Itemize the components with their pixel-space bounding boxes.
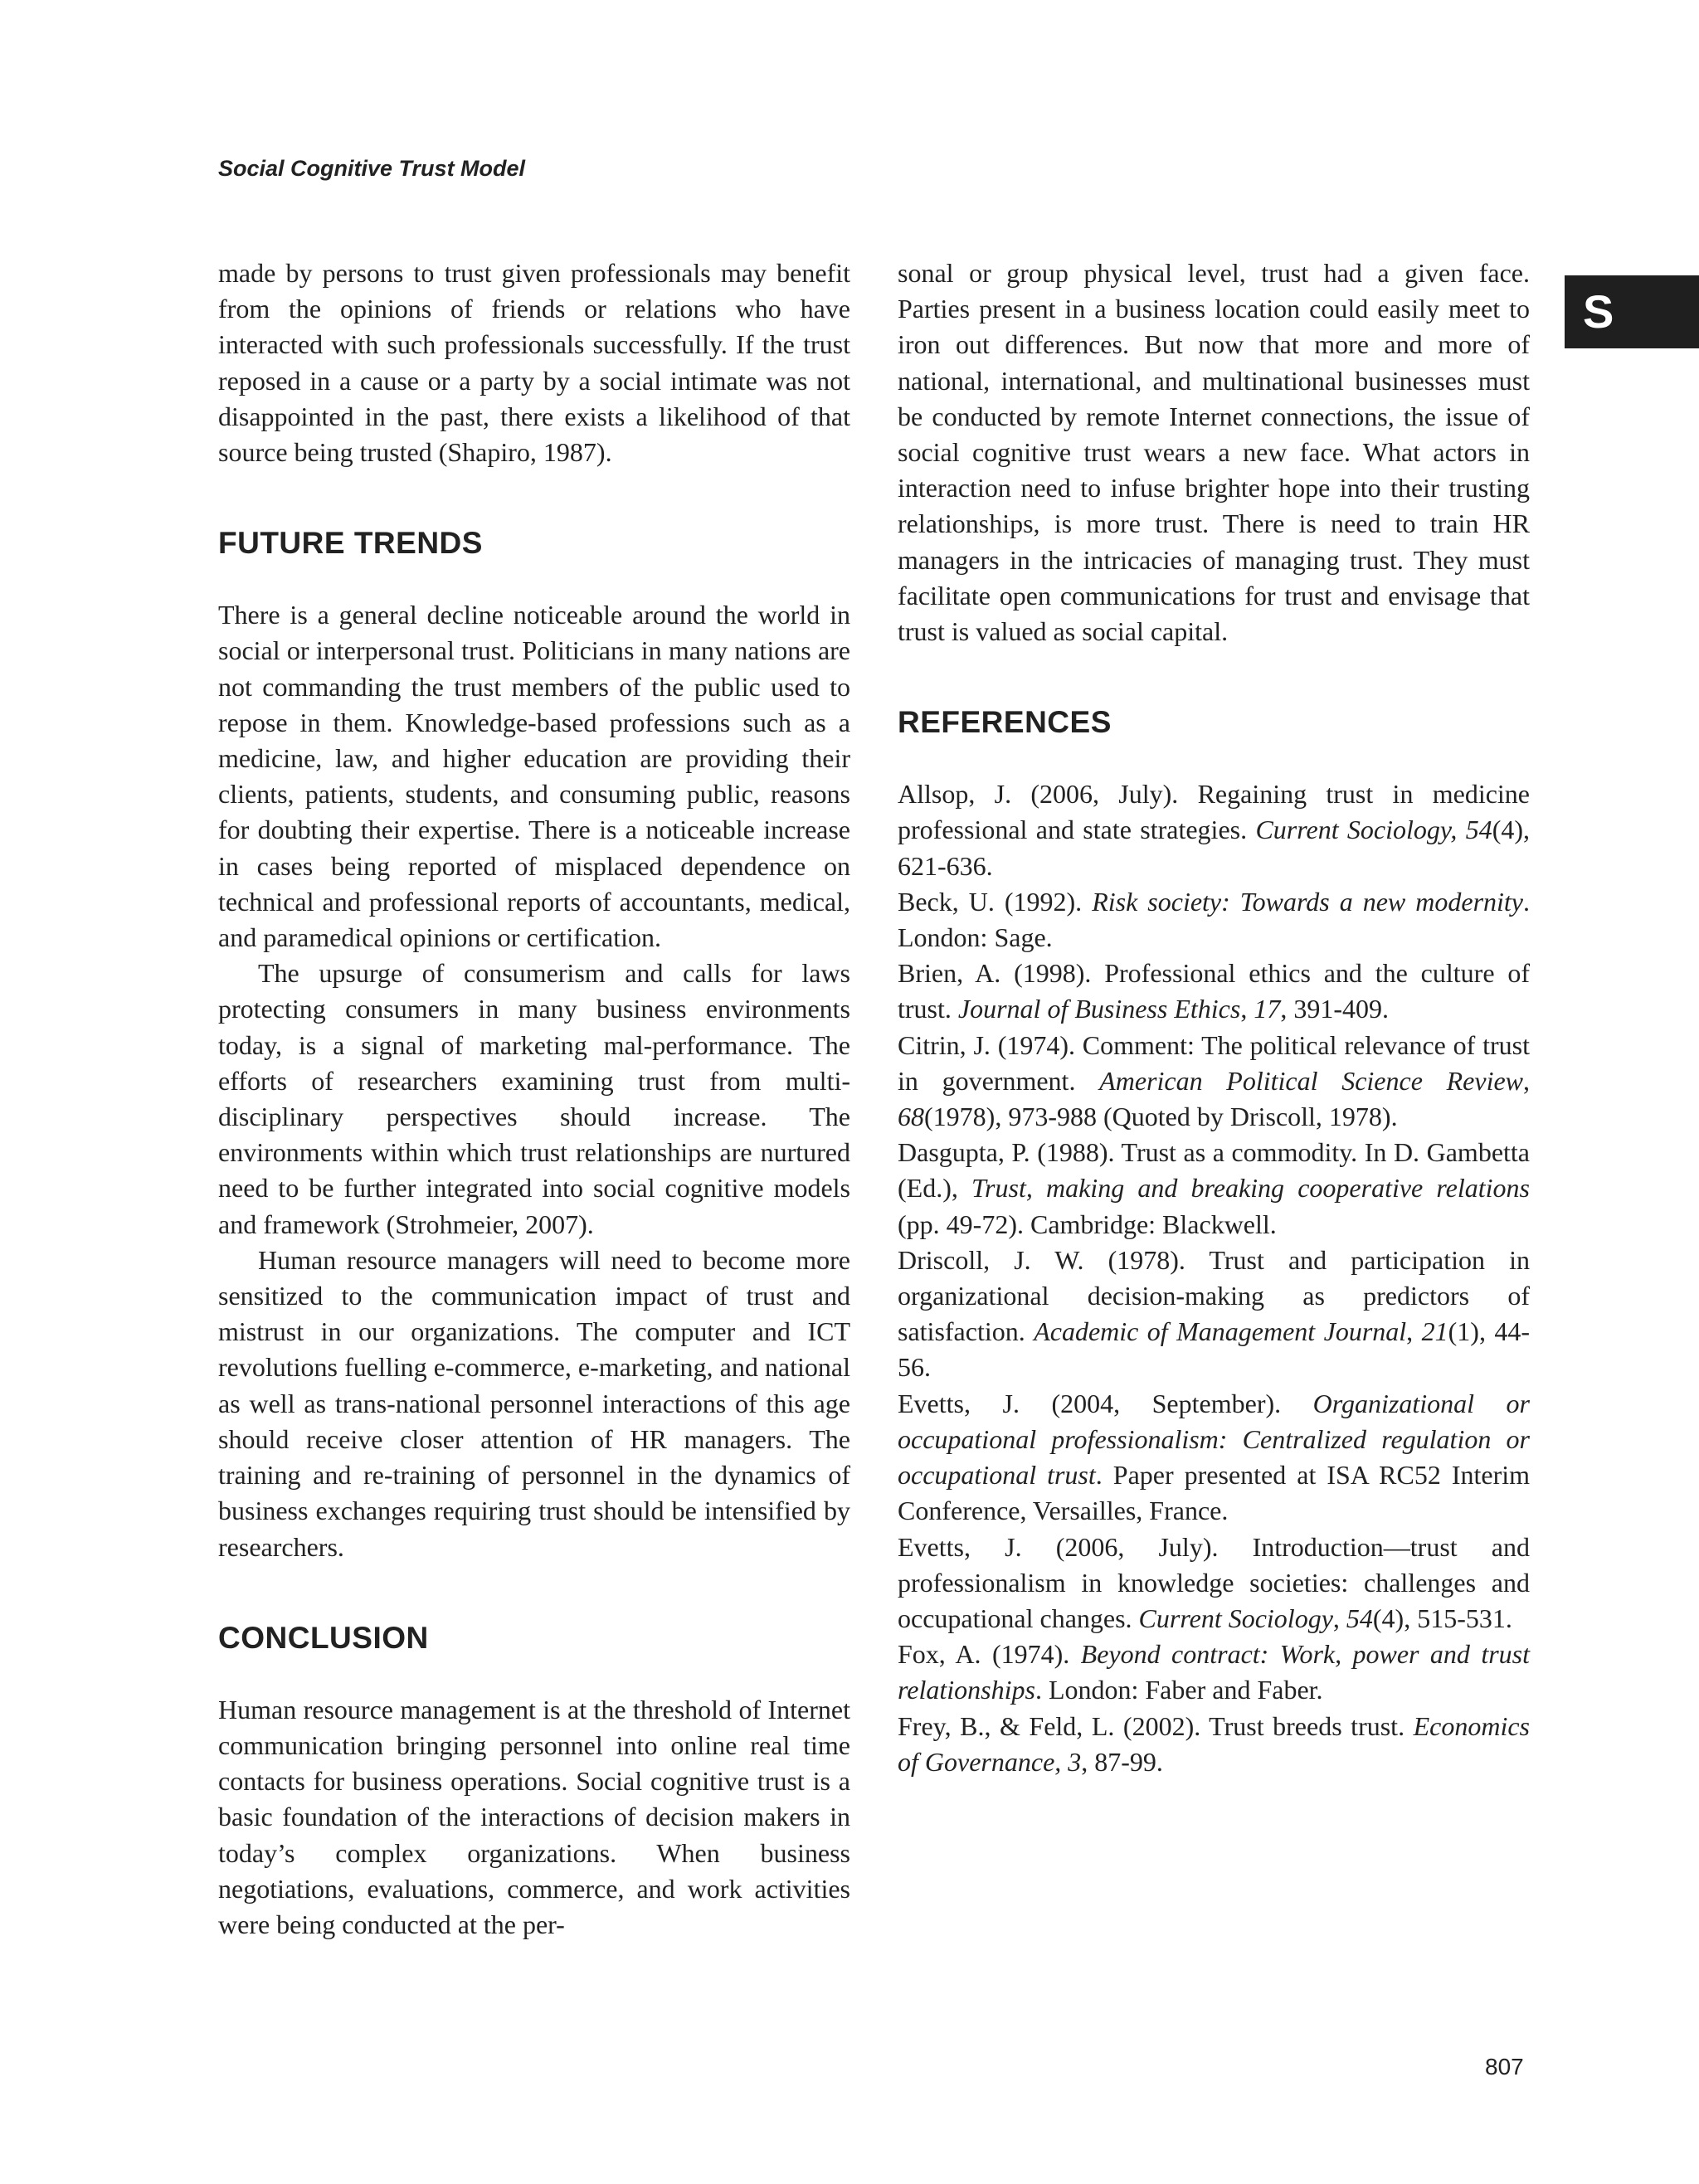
- page-number: 807: [1485, 2054, 1524, 2079]
- right-column: [898, 255, 1530, 1780]
- future-trends-paragraph: The upsurge of consumerism and calls for laws protecting consumers in many business environments today, is a signal of marketing mal-performance. The efforts of researchers examining trust from multi-disciplinary perspectives should increase. The environments within which trust relationships are nurtured need to be further integrated into social cognitive models and framework (Strohmeier, 2007).: [218, 958, 850, 1239]
- conclusion-heading: CONCLUSION: [218, 1620, 429, 1655]
- reference-item: Dasgupta, P. (1988). Trust as a commodity. In D. Gambetta (Ed.), Trust, making and breaking cooperative relations (pp. 49-72). Cambridge: Blackwell.: [898, 1137, 1531, 1239]
- future-trends-paragraph: There is a general decline noticeable around the world in social or interpersonal trust. Politicians in many nations are not commanding the trust members of the public used to repose in them. Knowledge-based professions such as a medicine, law, and higher education are providing their clients, patients, students, and consuming public, reasons for doubting their expertise. There is a noticeable increase in cases being reported of misplaced dependence on technical and professional reports of accountants, medical, and paramedical opinions or certification.: [218, 600, 850, 953]
- future-trends-heading: FUTURE TRENDS: [218, 526, 483, 561]
- running-header: Social Cognitive Trust Model: [218, 156, 526, 181]
- reference-item: Driscoll, J. W. (1978). Trust and participation in organizational decision-making as predictors of satisfaction. Academic of Management Journal, 21(1), 44-56.: [898, 1244, 1531, 1383]
- reference-item: Frey, B., & Feld, L. (2002). Trust breeds trust. Economics of Governance, 3, 87-99.: [898, 1710, 1530, 1777]
- reference-item: Allsop, J. (2006, July). Regaining trust in medicine professional and state strategies. Current Sociology, 54(4), 621-636.: [898, 779, 1530, 881]
- reference-item: Evetts, J. (2006, July). Introduction—trust and professionalism in knowledge societies: challenges and occupational changes. Current Sociology, 54(4), 515-531.: [898, 1531, 1530, 1633]
- left-column: [218, 255, 850, 1943]
- section-letter: S: [1583, 285, 1614, 338]
- intro-paragraph: made by persons to trust given professionals may benefit from the opinions of friends or relations who have interacted with such professionals successfully. If the trust reposed in a cause or a party by a social intimate was not disappointed in the past, there exists a likelihood of that source being trusted (Shapiro, 1987).: [218, 258, 850, 468]
- reference-item: Beck, U. (1992). Risk society: Towards a new modernity. London: Sage.: [898, 886, 1531, 953]
- references-heading: REFERENCES: [898, 705, 1112, 740]
- reference-item: Brien, A. (1998). Professional ethics and the culture of trust. Journal of Business Ethics, 17, 391-409.: [898, 958, 1530, 1024]
- future-trends-paragraph: Human resource managers will need to become more sensitized to the communication impact of trust and mistrust in our organizations. The computer and ICT revolutions fuelling e-commerce, e-marketing, and national as well as trans-national personnel interactions of this age should receive closer attention of HR managers. The training and re-training of personnel in the dynamics of business exchanges requiring trust should be intensified by researchers.: [218, 1244, 850, 1562]
- conclusion-paragraph: Human resource management is at the threshold of Internet communication bringing personnel into online real time contacts for business operations. Social cognitive trust is a basic foundation of the interactions of decision makers in today’s complex organizations. When business negotiations, evaluations, commerce, and work activities were being conducted at the per-: [218, 1694, 850, 1939]
- continuation-paragraph: sonal or group physical level, trust had a given face. Parties present in a business location could easily meet to iron out differences. But now that more and more of national, international, and multinational businesses must be conducted by remote Internet connections, the issue of social cognitive trust wears a new face. What actors in interaction need to infuse brighter hope into their trusting relationships, is more trust. There is need to train HR managers in the intricacies of managing trust. They must facilitate open communications for trust and envisage that trust is valued as social capital.: [898, 258, 1530, 647]
- reference-item: Evetts, J. (2004, September). Organizational or occupational professionalism: Centralized regulation or occupational trust. Paper presented at ISA RC52 Interim Conference, Versailles, France.: [898, 1388, 1531, 1526]
- reference-item: Citrin, J. (1974). Comment: The political relevance of trust in government. American Political Science Review, 68(1978), 973-988 (Quoted by Driscoll, 1978).: [898, 1029, 1531, 1132]
- reference-item: Fox, A. (1974). Beyond contract: Work, power and trust relationships. London: Faber and Faber.: [898, 1639, 1531, 1705]
- reference-list: [898, 776, 1530, 1780]
- section-thumb-tab: [1565, 275, 1699, 348]
